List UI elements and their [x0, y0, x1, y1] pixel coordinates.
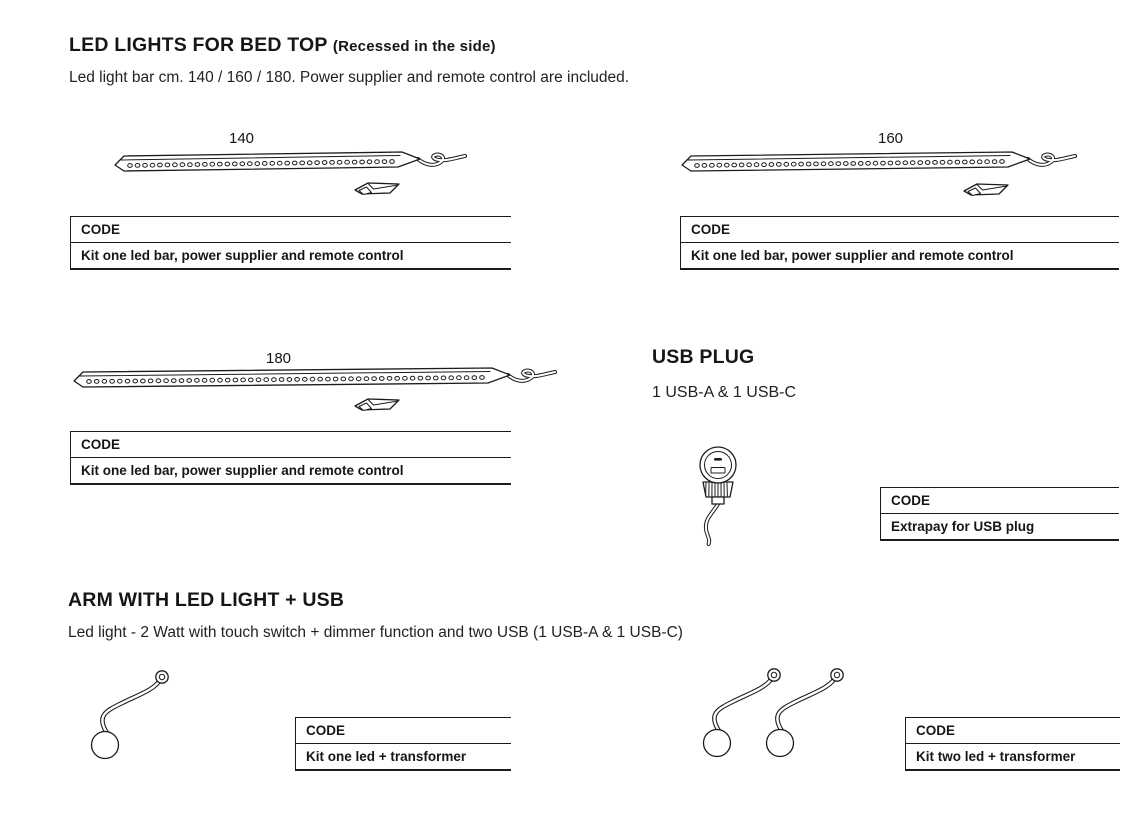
code-table: [680, 216, 1119, 270]
code-table-description: Kit one led + transformer: [296, 743, 511, 771]
led-bar-drawing: [71, 362, 557, 404]
usb-section-subtitle: 1 USB-A & 1 USB-C: [652, 384, 797, 401]
code-table-description: Kit one led bar, power supplier and remote control: [71, 457, 511, 485]
code-table-description: Kit one led bar, power supplier and remote control: [71, 242, 511, 270]
mounting-clip-drawing: [353, 181, 401, 197]
mounting-clip-drawing: [962, 182, 1010, 198]
page-title-text: LED LIGHTS FOR BED TOP: [69, 34, 328, 56]
code-table-header: CODE: [906, 717, 1120, 743]
code-table-header: CODE: [296, 717, 511, 743]
code-table-header: CODE: [681, 216, 1119, 242]
page-subtitle: Led light bar cm. 140 / 160 / 180. Power supplier and remote control are included.: [69, 69, 630, 86]
usb-plug-drawing: [678, 443, 758, 545]
code-table: [70, 216, 511, 270]
arm-section-subtitle: Led light - 2 Watt with touch switch + dimmer function and two USB (1 USB-A & 1 USB-C): [68, 624, 683, 641]
arm-led-drawing: [761, 662, 853, 758]
code-table-description: Kit two led + transformer: [906, 743, 1120, 771]
bar-length-label: 180: [266, 350, 292, 367]
code-table: [295, 717, 511, 771]
page-title: [69, 34, 496, 57]
usb-c-port-icon: [714, 458, 722, 461]
usb-section-title: USB PLUG: [652, 346, 755, 368]
code-table-header: CODE: [71, 216, 511, 242]
page-title-note: (Recessed in the side): [332, 38, 496, 55]
code-table-description: Extrapay for USB plug: [881, 513, 1119, 541]
code-table-header: CODE: [881, 487, 1119, 513]
code-table: [70, 431, 511, 485]
bar-length-label: 140: [229, 130, 255, 147]
code-table-description: Kit one led bar, power supplier and remote control: [681, 242, 1119, 270]
code-table: [905, 717, 1120, 771]
arm-section-title: ARM WITH LED LIGHT + USB: [68, 589, 345, 611]
led-bar-drawing: [112, 146, 470, 188]
arm-led-drawing: [86, 664, 178, 760]
mounting-clip-drawing: [353, 397, 401, 413]
code-table: [880, 487, 1119, 541]
code-table-header: CODE: [71, 431, 511, 457]
led-bar-drawing: [679, 146, 1079, 188]
bar-length-label: 160: [878, 130, 904, 147]
